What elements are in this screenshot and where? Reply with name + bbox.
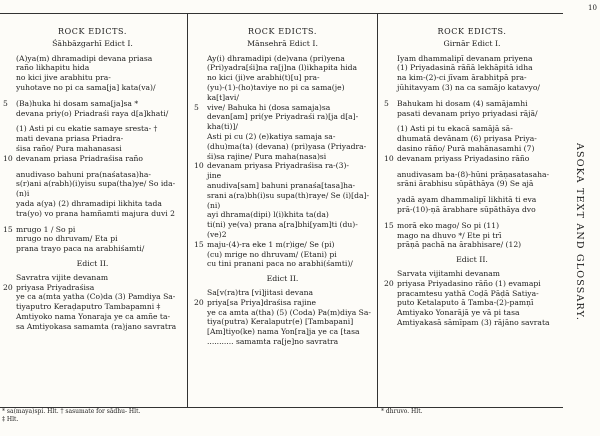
text-line bbox=[191, 240, 374, 250]
line-text: srani a(ra)bh(i)su supa(th)raye/ Se (i)[da]- bbox=[207, 190, 370, 200]
text-line bbox=[0, 244, 185, 254]
line-text: mati devana priasa Priadra- bbox=[16, 134, 124, 144]
text-line bbox=[191, 132, 374, 142]
text-line bbox=[191, 298, 374, 308]
line-number: 20 bbox=[384, 278, 394, 288]
text-line bbox=[0, 83, 185, 93]
text-line bbox=[0, 73, 185, 83]
text-line bbox=[381, 179, 563, 189]
text-line bbox=[0, 109, 185, 119]
line-text: s(r)ani a(rabh)(i)yisu supa(tha)ye/ So ida- bbox=[16, 179, 176, 189]
text-line bbox=[381, 154, 563, 164]
text-line bbox=[0, 124, 185, 134]
line-text: Iyam dhammalipī devanam priyena bbox=[397, 53, 533, 63]
line-text: priyasa Priyadraśisa bbox=[16, 282, 95, 292]
column-header: ROCK EDICTS. bbox=[247, 27, 318, 36]
text-line bbox=[381, 298, 563, 308]
edict-2-text bbox=[381, 269, 563, 328]
line-text: pracamtesu yathā Coḍā Pāḍā Satiya- bbox=[397, 288, 539, 298]
line-text: pasati devanam priyo priyadasi rājā/ bbox=[397, 108, 538, 118]
line-text: devanam priyass Priyadasino rāño bbox=[397, 153, 530, 163]
line-text: dhumatā devānam (6) priyasa Priya- bbox=[397, 134, 537, 144]
line-number: 5 bbox=[3, 98, 8, 108]
text-line bbox=[191, 93, 374, 103]
line-text: priya[sa Priya]draśisa rajine bbox=[207, 297, 316, 307]
text-line bbox=[381, 63, 563, 73]
text-line bbox=[381, 231, 563, 241]
running-side-title: ASOKA TEXT AND GLOSSARY. bbox=[574, 142, 585, 322]
text-line bbox=[0, 283, 185, 293]
line-text: dasino rāño/ Purā mahānasamhi (7) bbox=[397, 143, 535, 153]
text-line bbox=[191, 220, 374, 230]
line-number: 15 bbox=[3, 224, 13, 234]
text-line bbox=[191, 83, 374, 93]
line-number: 20 bbox=[194, 297, 204, 307]
text-line bbox=[381, 289, 563, 299]
text-line bbox=[381, 134, 563, 144]
text-line bbox=[191, 112, 374, 122]
line-text: no kici (ji)ve arabhi(t)[u] pra- bbox=[207, 73, 320, 83]
edict-2-heading: Edict II. bbox=[76, 258, 109, 268]
line-text: (1) Priyadasinā rāñā lekhāpitā idha bbox=[397, 63, 533, 73]
footnote-right: * dhruvo. Hlt. bbox=[381, 408, 423, 415]
line-text: Asti pi cu (2) (e)katiya samaja sa- bbox=[207, 131, 336, 141]
line-text: jūhitavyam (3) na ca samājo katavyo/ bbox=[397, 82, 540, 92]
line-text: sa Amtiyokasa samamta (ra)jano savratra bbox=[16, 321, 177, 331]
line-number: 10 bbox=[384, 153, 394, 163]
text-line bbox=[0, 199, 185, 209]
text-line bbox=[191, 63, 374, 73]
line-number: 20 bbox=[3, 282, 13, 292]
line-text: mago na dhuvo */ Ete pi trī bbox=[397, 230, 502, 240]
text-line bbox=[191, 250, 374, 260]
text-line bbox=[381, 170, 563, 180]
text-line bbox=[191, 171, 374, 181]
line-text: (A)ya(m) dhramadipi devana priasa bbox=[16, 53, 153, 63]
page-number: 10 bbox=[588, 4, 597, 12]
line-text: ye ca amta a(tha) (5) (Coda) Pa(m)diya Sa- bbox=[207, 307, 371, 317]
text-line bbox=[381, 195, 563, 205]
line-text: devan[am] pri(ye Priyadraśi ra)[ja d[a]- bbox=[207, 112, 359, 122]
text-line bbox=[191, 54, 374, 64]
line-text: Bahukam hi dosam (4) samājamhi bbox=[397, 98, 528, 108]
line-text: raño likhapitu hida bbox=[16, 63, 90, 73]
text-line bbox=[0, 144, 185, 154]
line-text: anudiva[sam] bahuni pranaśa[tasa]ha- bbox=[207, 180, 356, 190]
line-text: mrugo no dhruvam/ Eta pi bbox=[16, 234, 118, 244]
line-text: ye ca a(mta yatha (Co)da (3) Pamdiya Sa- bbox=[16, 292, 176, 302]
line-text: maju-(4)-ra eke 1 m(r)ige/ Se (pi) bbox=[207, 239, 335, 249]
text-line bbox=[381, 54, 563, 64]
line-number: 10 bbox=[3, 153, 13, 163]
text-line bbox=[0, 312, 185, 322]
column-header: ROCK EDICTS. bbox=[57, 27, 128, 36]
line-text: kha(ti)]/ bbox=[207, 122, 238, 132]
edict-2-heading: Edict II. bbox=[456, 255, 488, 265]
text-line bbox=[381, 144, 563, 154]
line-text: (yu)-(1)-(ho)taviye no pi ca sama(je) bbox=[207, 82, 345, 92]
line-text: Savratra vijite devanam bbox=[16, 272, 109, 282]
edicts-table bbox=[0, 13, 563, 408]
line-text: devanam priasa Priadraśisa raño bbox=[16, 153, 143, 163]
line-text: prā-(10)-ṇā ārabhare sūpāthāya dvo bbox=[397, 204, 536, 214]
line-text: [Am]tiyo(ke) nama Yon[ra]ja ye ca [tasa bbox=[207, 327, 360, 337]
line-number: 15 bbox=[384, 220, 394, 230]
text-line bbox=[191, 122, 374, 132]
line-text: śi)sa rajine/ Pura maha(nasa)si bbox=[207, 151, 327, 161]
line-text: srāni ārabhisu sūpāthāya (9) Se ajā bbox=[397, 179, 534, 189]
line-text: anudivaso bahuni pra(naśatasa)ha- bbox=[16, 169, 151, 179]
text-line bbox=[191, 73, 374, 83]
line-text: (ve)2 bbox=[207, 229, 227, 239]
text-line bbox=[191, 181, 374, 191]
line-text: devanam priyasa Priyadraśisa ra-(3)- bbox=[207, 161, 349, 171]
line-text: yadā ayam dhammalipī likhitā ti eva bbox=[397, 195, 537, 205]
line-text: ayi dhrama(dipi) l(i)khita ta(da) bbox=[207, 210, 329, 220]
text-line bbox=[191, 317, 374, 327]
line-text: (Ba)huka hi dosam sama[ja]sa * bbox=[16, 98, 139, 108]
edict-2-text bbox=[191, 288, 374, 347]
text-line bbox=[0, 154, 185, 164]
text-line bbox=[381, 83, 563, 93]
line-text: cu tini pranani paca no arabhi(śamti)/ bbox=[207, 259, 353, 269]
text-line bbox=[0, 292, 185, 302]
edict-location-heading: Girnār Edict I. bbox=[443, 38, 501, 48]
column-divider bbox=[187, 14, 188, 407]
text-line bbox=[191, 308, 374, 318]
line-text: Ay(i) dhramadipi (de)vana (pri)yena bbox=[207, 53, 345, 63]
line-text: Amtiyako Yonarājā ye vā pi tasa bbox=[397, 308, 520, 318]
text-line bbox=[0, 63, 185, 73]
line-text: Amtiyakasā sāmīpam (3) rājāno savrata bbox=[397, 317, 550, 327]
column-header: ROCK EDICTS. bbox=[437, 27, 507, 36]
text-line bbox=[381, 240, 563, 250]
text-line bbox=[0, 134, 185, 144]
line-text: Amtiyoko nama Yonaraja ye ca amñe ta- bbox=[16, 311, 171, 321]
text-line bbox=[191, 288, 374, 298]
text-line bbox=[381, 99, 563, 109]
line-text: tiya(putra) Keralaputr(e) [Tambapani] bbox=[207, 317, 354, 327]
line-text: prana trayo paca na arabhiśamti/ bbox=[16, 244, 145, 254]
text-line bbox=[191, 201, 374, 211]
text-line bbox=[0, 322, 185, 332]
text-line bbox=[381, 205, 563, 215]
line-text: mrugo 1 / So pi bbox=[16, 224, 76, 234]
text-line bbox=[191, 142, 374, 152]
text-line bbox=[191, 210, 374, 220]
line-text: priyasa Priyadasino rāño (1) evamapi bbox=[397, 278, 541, 288]
line-text: (dhu)ma(ta) (devana) (pri)yasa (Priyadra- bbox=[207, 141, 367, 151]
line-number: 5 bbox=[194, 102, 199, 112]
text-line bbox=[381, 109, 563, 119]
line-text: yuhotave no pi ca sama[ja] kata(va)/ bbox=[16, 82, 156, 92]
footnote-text: * sa(maya)spi. Hlt. † sasumate for sādhu- Hlt. ‡ Hlt. bbox=[2, 408, 141, 423]
line-text: (1) Asti pi cu ekatie samaye sresta- † bbox=[16, 124, 158, 134]
footnotes-left bbox=[2, 408, 140, 423]
text-line bbox=[0, 99, 185, 109]
column-divider bbox=[377, 14, 378, 407]
edict-location-heading: Śāhbāzgarhī Edict I. bbox=[52, 38, 133, 48]
line-text: (n)i bbox=[16, 189, 30, 199]
line-text: morā eko mago/ So pi (11) bbox=[397, 220, 500, 230]
line-text: ........... samamta ra[je]no savratra bbox=[207, 336, 339, 346]
text-line bbox=[0, 189, 185, 199]
text-line bbox=[191, 327, 374, 337]
edict-1-text bbox=[381, 54, 563, 251]
edict-2-text bbox=[0, 273, 185, 332]
line-text: na kim-(2)-ci jīvam ārabhitpā pra- bbox=[397, 73, 527, 83]
text-line bbox=[0, 302, 185, 312]
line-text: vive/ Bahuka hi (dosa samaja)sa bbox=[207, 102, 331, 112]
text-line bbox=[0, 170, 185, 180]
text-line bbox=[191, 230, 374, 240]
line-text: anudivasam ba-(8)-hūni prāṇasatasaha- bbox=[397, 169, 550, 179]
text-line bbox=[0, 273, 185, 283]
line-number: 15 bbox=[194, 239, 204, 249]
text-line bbox=[0, 234, 185, 244]
text-line bbox=[381, 308, 563, 318]
text-line bbox=[381, 124, 563, 134]
line-text: ka[t]avi/ bbox=[207, 92, 239, 102]
text-line bbox=[0, 225, 185, 235]
edict-1-text bbox=[191, 54, 374, 270]
line-text: Sarvata vijitamhi devanam bbox=[397, 268, 500, 278]
text-line bbox=[0, 179, 185, 189]
edict-location-heading: Mānsehrā Edict I. bbox=[247, 38, 318, 48]
edict-2-heading: Edict II. bbox=[266, 274, 299, 284]
line-text: (Pri)yadra[śi]na ra[j]na (l)ikhapita hida bbox=[207, 63, 358, 73]
text-line bbox=[0, 209, 185, 219]
text-line bbox=[381, 73, 563, 83]
line-text: (1) Asti pi tu ekacā samājā sā- bbox=[397, 124, 513, 134]
text-line bbox=[191, 152, 374, 162]
line-text: prāṇā pachā na ārabhisare/ (12) bbox=[397, 240, 522, 250]
text-line bbox=[191, 259, 374, 269]
text-line bbox=[381, 279, 563, 289]
line-text: tra(yo) vo prana hamñamti majura duvi 2 bbox=[16, 208, 175, 218]
line-text: tiyaputro Keraḍaputro Tambapamni ‡ bbox=[16, 302, 161, 312]
column-mansehra bbox=[191, 14, 374, 407]
text-line bbox=[381, 318, 563, 328]
line-text: no kici jive arabhitu pra- bbox=[16, 73, 111, 83]
line-text: ti(ni) ye(va) prana a[ra]bhi[yam]ti (du)- bbox=[207, 220, 358, 230]
text-line bbox=[191, 161, 374, 171]
line-text: jine bbox=[207, 171, 222, 181]
text-line bbox=[191, 191, 374, 201]
edict-1-text bbox=[0, 54, 185, 254]
line-text: Sa[v(ra)tra [vi]jitasi devana bbox=[207, 287, 314, 297]
line-text: yada a(ya) (2) dhramadipi likhita tada bbox=[16, 198, 162, 208]
line-number: 5 bbox=[384, 98, 389, 108]
column-shahbazgarhi bbox=[0, 14, 185, 407]
line-number: 10 bbox=[194, 161, 204, 171]
line-text: (ni) bbox=[207, 200, 221, 210]
text-line bbox=[0, 54, 185, 64]
text-line bbox=[191, 337, 374, 347]
column-girnar bbox=[381, 14, 563, 407]
line-text: śisa raño/ Pura mahanasasi bbox=[16, 143, 122, 153]
line-text: puto Ketalaputo ā Tamba-(2)-pamṇī bbox=[397, 298, 534, 308]
text-line bbox=[381, 269, 563, 279]
text-line bbox=[191, 103, 374, 113]
line-text: devana priy(o) Priadraśi raya d[a]khati/ bbox=[16, 108, 169, 118]
line-text: (cu) mrige no dhruvam/ (Etani) pi bbox=[207, 249, 337, 259]
text-line bbox=[381, 221, 563, 231]
